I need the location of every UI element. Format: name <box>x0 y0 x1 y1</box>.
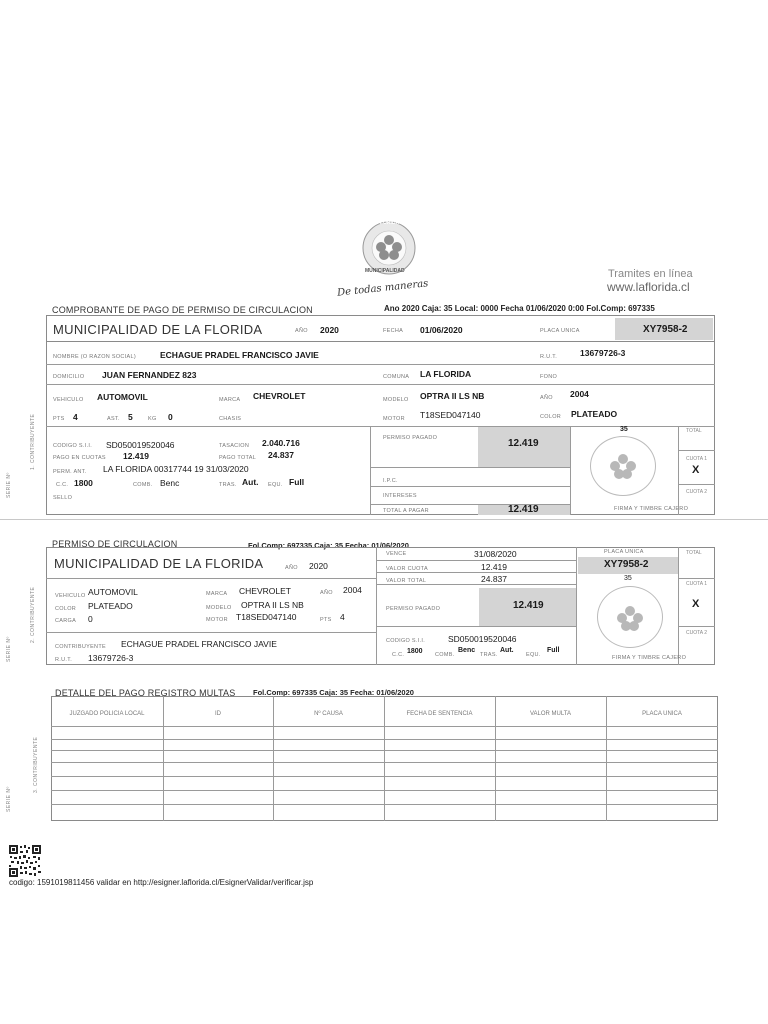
permiso-comb: Benc <box>458 647 476 654</box>
comprobante-fecha: 01/06/2020 <box>420 325 463 335</box>
comprobante-caja-num: 35 <box>620 426 628 433</box>
permiso-title: PERMISO DE CIRCULACION <box>52 539 178 549</box>
permiso-modelo-label: MODELO <box>206 605 232 611</box>
total-pagar-label: TOTAL A PAGAR <box>383 508 429 514</box>
pago-total-value: 24.837 <box>268 450 294 460</box>
permiso-color-label: COLOR <box>55 606 77 612</box>
codigo-label: CODIGO S.I.I. <box>53 443 93 449</box>
permiso-ano-veh-label: AÑO <box>320 590 333 596</box>
cuota1-label-2: CUOTA 1 <box>686 581 708 587</box>
permiso-meta: Fol.Comp: 697335 Caja: 35 Fecha: 01/06/2020 <box>248 541 409 550</box>
multas-meta: Fol.Comp: 697335 Caja: 35 Fecha: 01/06/2020 <box>253 688 414 697</box>
side-serie-3: SERIE Nº <box>6 786 12 812</box>
multas-row-divider <box>51 804 718 805</box>
nombre-value: ECHAGUE PRADEL FRANCISCO JAVIE <box>160 350 319 360</box>
ast-value: 5 <box>128 412 133 422</box>
ano-veh-value: 2004 <box>570 389 589 399</box>
scan-edge <box>0 519 768 520</box>
kg-label: KG <box>148 416 157 422</box>
domicilio-label: DOMICILIO <box>53 374 85 380</box>
permiso-motor-label: MOTOR <box>206 617 228 623</box>
rut-value: 13679726-3 <box>580 348 626 358</box>
modelo-value: OPTRA II LS NB <box>420 391 485 401</box>
side-contribuyente-1: 1. CONTRIBUYENTE <box>30 413 36 470</box>
motor-value: T18SED047140 <box>420 410 481 420</box>
side-serie-2: SERIE Nº <box>6 636 12 662</box>
ipc-label: I.P.C. <box>383 478 398 484</box>
permiso-pagado-value: 12.419 <box>508 438 539 449</box>
multas-col-divider <box>606 696 607 821</box>
permiso-equ-label: EQU. <box>526 652 541 658</box>
permiso-placa-label: PLACA UNICA <box>604 549 644 555</box>
multas-row-divider <box>51 750 718 751</box>
color-value: PLATEADO <box>571 409 618 419</box>
permiso-marca: CHEVROLET <box>239 586 291 596</box>
permiso-vehiculo: AUTOMOVIL <box>88 587 138 597</box>
multas-column-header: PLACA UNICA <box>642 711 682 717</box>
total-pagar-value: 12.419 <box>508 504 539 515</box>
contribuyente-label: CONTRIBUYENTE <box>55 644 106 650</box>
kg-value: 0 <box>168 412 173 422</box>
comprobante-meta: Ano 2020 Caja: 35 Local: 0000 Fecha 01/06/2020 0:00 Fol.Comp: 697335 <box>384 304 655 313</box>
comb-value: Benc <box>160 478 180 488</box>
multas-column-header: Nº CAUSA <box>314 711 343 717</box>
multas-title: DETALLE DEL PAGO REGISTRO MULTAS <box>55 688 236 698</box>
permiso-tras: Aut. <box>500 647 514 654</box>
permiso-marca-label: MARCA <box>206 591 228 597</box>
permiso-placa: XY7958-2 <box>604 559 649 570</box>
permiso-vehiculo-label: VEHICULO <box>55 593 86 599</box>
multas-column-header: FECHA DE SENTENCIA <box>406 711 473 717</box>
color-label: COLOR <box>540 414 562 420</box>
permiso-ano-veh: 2004 <box>343 585 362 595</box>
rut-label: R.U.T. <box>540 354 558 360</box>
website-link[interactable]: www.laflorida.cl <box>607 280 690 294</box>
comprobante-municipalidad: MUNICIPALIDAD DE LA FLORIDA <box>53 322 263 337</box>
carga-label: CARGA <box>55 618 77 624</box>
comprobante-fecha-label: FECHA <box>383 328 404 334</box>
permiso-pagado-value-2: 12.419 <box>513 600 544 611</box>
permiso-comb-label: COMB. <box>435 652 455 658</box>
perm-ant-label: PERM. ANT. <box>53 469 87 475</box>
comprobante-title: COMPROBANTE DE PAGO DE PERMISO DE CIRCULACION <box>52 305 313 315</box>
side-contribuyente-2: 2. CONTRIBUYENTE <box>30 586 36 643</box>
pago-total-label: PAGO TOTAL <box>219 455 257 461</box>
tasacion-value: 2.040.716 <box>262 438 300 448</box>
permiso-color: PLATEADO <box>88 601 133 611</box>
cuota1-label-1: CUOTA 1 <box>686 456 708 462</box>
marca-label: MARCA <box>219 397 241 403</box>
modelo-label: MODELO <box>383 397 409 403</box>
cuota2-label-1: CUOTA 2 <box>686 489 708 495</box>
domicilio-value: JUAN FERNANDEZ 823 <box>102 370 197 380</box>
tramites-label: Tramites en línea <box>608 268 693 280</box>
side-serie-1: SERIE Nº <box>6 472 12 498</box>
comprobante-placa: XY7958-2 <box>643 324 688 335</box>
permiso-pagado-label-2: PERMISO PAGADO <box>386 606 441 612</box>
cuota1-mark-1: X <box>692 464 700 476</box>
permiso-municipalidad: MUNICIPALIDAD DE LA FLORIDA <box>54 556 264 571</box>
codigo-value: SD050019520046 <box>106 440 175 450</box>
marca-value: CHEVROLET <box>253 391 306 401</box>
cc-label: C.C. <box>56 482 69 488</box>
permiso-pts-label: PTS <box>320 617 332 623</box>
equ-label: EQU. <box>268 482 283 488</box>
cc-value: 1800 <box>74 478 93 488</box>
permiso-ano: 2020 <box>309 561 328 571</box>
valor-total-value: 24.837 <box>481 574 507 584</box>
ast-label: AST. <box>107 416 120 422</box>
pago-cuotas-value: 12.419 <box>123 451 149 461</box>
multas-col-divider <box>495 696 496 821</box>
multas-column-header: JUZGADO POLICIA LOCAL <box>69 711 145 717</box>
carga-value: 0 <box>88 614 93 624</box>
perm-ant-value: LA FLORIDA 00317744 19 31/03/2020 <box>103 464 249 474</box>
cashier-stamp-2 <box>597 586 663 648</box>
ano-veh-label: AÑO <box>540 395 553 401</box>
logo-bottom-text: MUNICIPALIDAD <box>365 268 405 274</box>
chasis-label: CHASIS <box>219 416 242 422</box>
multas-row-divider <box>51 790 718 791</box>
qr-code <box>9 845 41 877</box>
pts-label: PTS <box>53 416 65 422</box>
validation-code: codigo: 1591019811456 validar en http://esigner.laflorida.cl/EsignerValidar/verificar.jsp <box>9 878 314 887</box>
logo-tagline: De todas maneras <box>336 278 429 299</box>
permiso-motor: T18SED047140 <box>236 612 297 622</box>
multas-column-header: VALOR MULTA <box>529 711 571 717</box>
pts-value: 4 <box>73 412 78 422</box>
tasacion-label: TASACION <box>219 443 250 449</box>
comprobante-ano: 2020 <box>320 325 339 335</box>
permiso-caja-num: 35 <box>624 575 632 582</box>
tras-value: Aut. <box>242 477 259 487</box>
firma-label-2: FIRMA Y TIMBRE CAJERO <box>612 655 687 661</box>
multas-row-divider <box>51 726 718 727</box>
permiso-pagado-label: PERMISO PAGADO <box>383 435 438 441</box>
contribuyente-value: ECHAGUE PRADEL FRANCISCO JAVIE <box>121 639 277 649</box>
permiso-tras-label: TRAS. <box>480 652 498 658</box>
permiso-codigo-label: CODIGO S.I.I. <box>386 638 426 644</box>
permiso-rut-label: R.U.T. <box>55 657 73 663</box>
side-contribuyente-3: 3. CONTRIBUYENTE <box>33 736 39 793</box>
multas-row-divider <box>51 776 718 777</box>
multas-column-header: ID <box>215 711 221 717</box>
vence-value: 31/08/2020 <box>474 549 517 559</box>
tras-label: TRAS. <box>219 482 237 488</box>
motor-label: MOTOR <box>383 416 405 422</box>
multas-row-divider <box>51 739 718 740</box>
nombre-label: NOMBRE (O RAZON SOCIAL) <box>53 354 136 360</box>
equ-value: Full <box>289 477 305 487</box>
logo-top-text: LA FLORIDA <box>369 220 400 226</box>
permiso-cc-label: C.C. <box>392 652 405 658</box>
total-label-1: TOTAL <box>686 428 702 434</box>
valor-cuota-value: 12.419 <box>481 562 507 572</box>
valor-cuota-label: VALOR CUOTA <box>386 566 428 572</box>
permiso-cc: 1800 <box>407 648 423 655</box>
cuota1-mark-2: X <box>692 598 700 610</box>
comuna-value: LA FLORIDA <box>420 369 472 379</box>
vehiculo-label: VEHICULO <box>53 397 84 403</box>
firma-label-1: FIRMA Y TIMBRE CAJERO <box>614 506 689 512</box>
comprobante-ano-label: AÑO <box>295 328 308 334</box>
permiso-rut: 13679726-3 <box>88 653 134 663</box>
cuota2-label-2: CUOTA 2 <box>686 630 708 636</box>
comprobante-placa-label: PLACA UNICA <box>540 328 580 334</box>
multas-col-divider <box>384 696 385 821</box>
permiso-codigo: SD050019520046 <box>448 634 517 644</box>
sello-label: SELLO <box>53 495 73 501</box>
permiso-ano-label: AÑO <box>285 565 298 571</box>
vehiculo-value: AUTOMOVIL <box>97 392 148 402</box>
multas-row-divider <box>51 762 718 763</box>
pago-cuotas-label: PAGO EN CUOTAS <box>53 455 106 461</box>
cashier-stamp-1 <box>590 436 656 496</box>
vence-label: VENCE <box>386 551 407 557</box>
multas-col-divider <box>163 696 164 821</box>
permiso-equ: Full <box>547 647 560 654</box>
comuna-label: COMUNA <box>383 374 410 380</box>
valor-total-label: VALOR TOTAL <box>386 578 427 584</box>
multas-col-divider <box>273 696 274 821</box>
comb-label: COMB. <box>133 482 153 488</box>
total-label-2: TOTAL <box>686 550 702 556</box>
permiso-modelo: OPTRA II LS NB <box>241 600 304 610</box>
municipal-logo <box>355 220 423 280</box>
permiso-pts: 4 <box>340 612 345 622</box>
fono-label: FONO <box>540 374 558 380</box>
intereses-label: INTERESES <box>383 493 417 499</box>
